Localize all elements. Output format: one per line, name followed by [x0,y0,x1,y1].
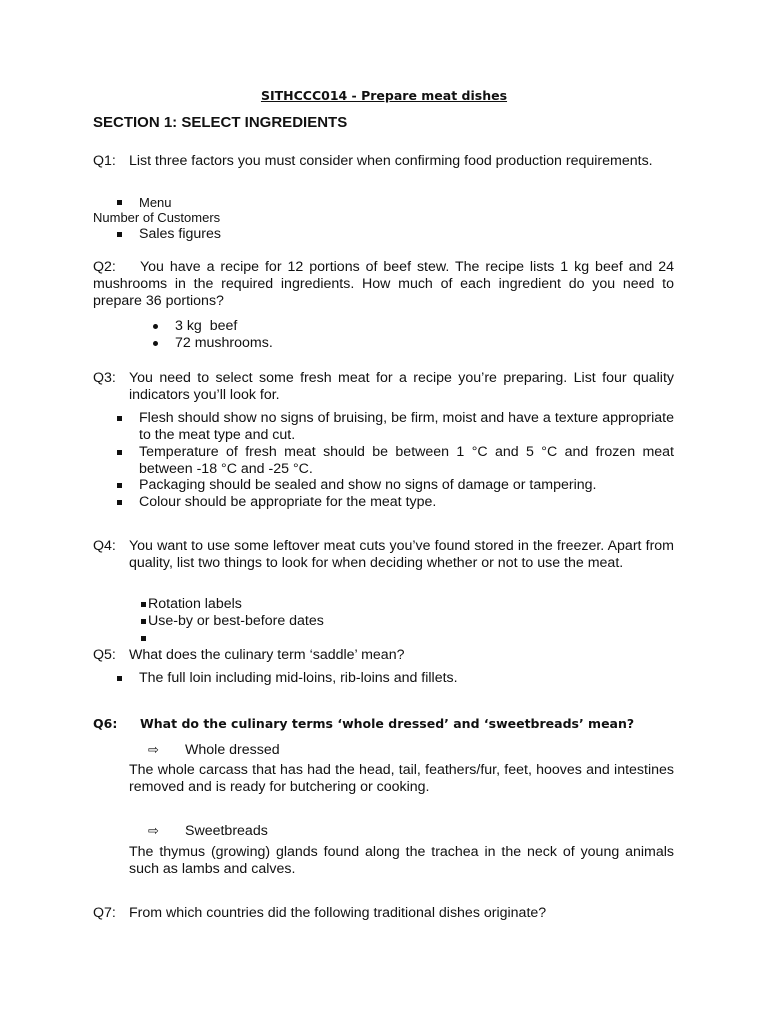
answer-text: Packaging should be sealed and show no signs of damage or tampering. [139,477,597,493]
square-bullet-icon [117,200,122,205]
question-text: From which countries did the following traditional dishes originate? [129,905,547,921]
square-bullet-icon [117,500,122,505]
term-definition: The whole carcass that has had the head, tail, feathers/fur, feet, hooves and intestines removed and is ready for butchering or cooking. [129,762,674,795]
answer-text: 3 kg beef [175,318,238,334]
question-text: You have a recipe for 12 portions of beef stew. The recipe lists 1 kg beef and 24 mushrooms in the required ingredients. How much of each ingredient do you need to prepare 36 portions? [93,259,674,309]
question-number: Q3: [93,370,116,386]
question-2 [93,259,674,310]
square-bullet-icon [141,602,146,607]
answer-text: 72 mushrooms. [175,335,273,351]
square-bullet-icon [117,483,122,488]
term-label: Sweetbreads [185,823,268,839]
list-item [117,444,674,478]
arrow-bullet-icon: ⇨ [148,823,159,838]
question-number: Q6: [93,716,118,731]
question-4 [93,538,674,572]
answer-text: Colour should be appropriate for the meat type. [139,494,437,510]
question-text: You want to use some leftover meat cuts you’ve found stored in the freezer. Apart from quality, list two things to look for when deciding whether or not to use the meat. [129,538,674,571]
answer-text: Temperature of fresh meat should be between 1 °C and 5 °C and frozen meat between -18 °C and -25 °C. [139,444,674,477]
document-title: SITHCCC014 - Prepare meat dishes [260,88,508,103]
question-7 [93,905,674,922]
question-number: Q5: [93,647,116,663]
term-label: Whole dressed [185,742,280,758]
list-item-text: Number of Customers [93,210,221,225]
square-bullet-icon [141,636,146,641]
question-number: Q7: [93,905,116,921]
question-6 [93,716,635,731]
answer-text: Flesh should show no signs of bruising, be firm, moist and have a texture appropriate to the meat type and cut. [139,410,674,443]
question-5 [93,647,674,664]
question-text: What does the culinary term ‘saddle’ mean? [129,647,405,663]
answer-text: Rotation labels [148,596,242,612]
square-bullet-icon [141,619,146,624]
question-number: Q2: [93,259,116,275]
answer-text: Menu [139,195,172,210]
question-number: Q1: [93,153,116,169]
question-text: You need to select some fresh meat for a recipe you’re preparing. List four quality indicators you’ll look for. [129,370,674,403]
square-bullet-icon [117,450,122,455]
section-heading: SECTION 1: SELECT INGREDIENTS [93,114,348,131]
term-definition: The thymus (growing) glands found along the trachea in the neck of young animals such as lambs and calves. [129,844,674,877]
question-text: List three factors you must consider when confirming food production requirements. [129,153,653,169]
round-bullet-icon [153,324,158,329]
arrow-bullet-icon: ⇨ [148,742,159,757]
round-bullet-icon [153,341,158,346]
question-1 [93,153,674,170]
answer-text: Use-by or best-before dates [148,613,324,629]
square-bullet-icon [117,232,122,237]
answer-text: The full loin including mid-loins, rib-loins and fillets. [139,670,458,686]
question-3 [93,370,674,404]
question-text: What do the culinary terms ‘whole dressed’ and ‘sweetbreads’ mean? [140,716,635,731]
answer-text: Sales figures [139,226,222,242]
list-item [117,410,674,444]
square-bullet-icon [117,416,122,421]
square-bullet-icon [117,676,122,681]
question-number: Q4: [93,538,116,554]
